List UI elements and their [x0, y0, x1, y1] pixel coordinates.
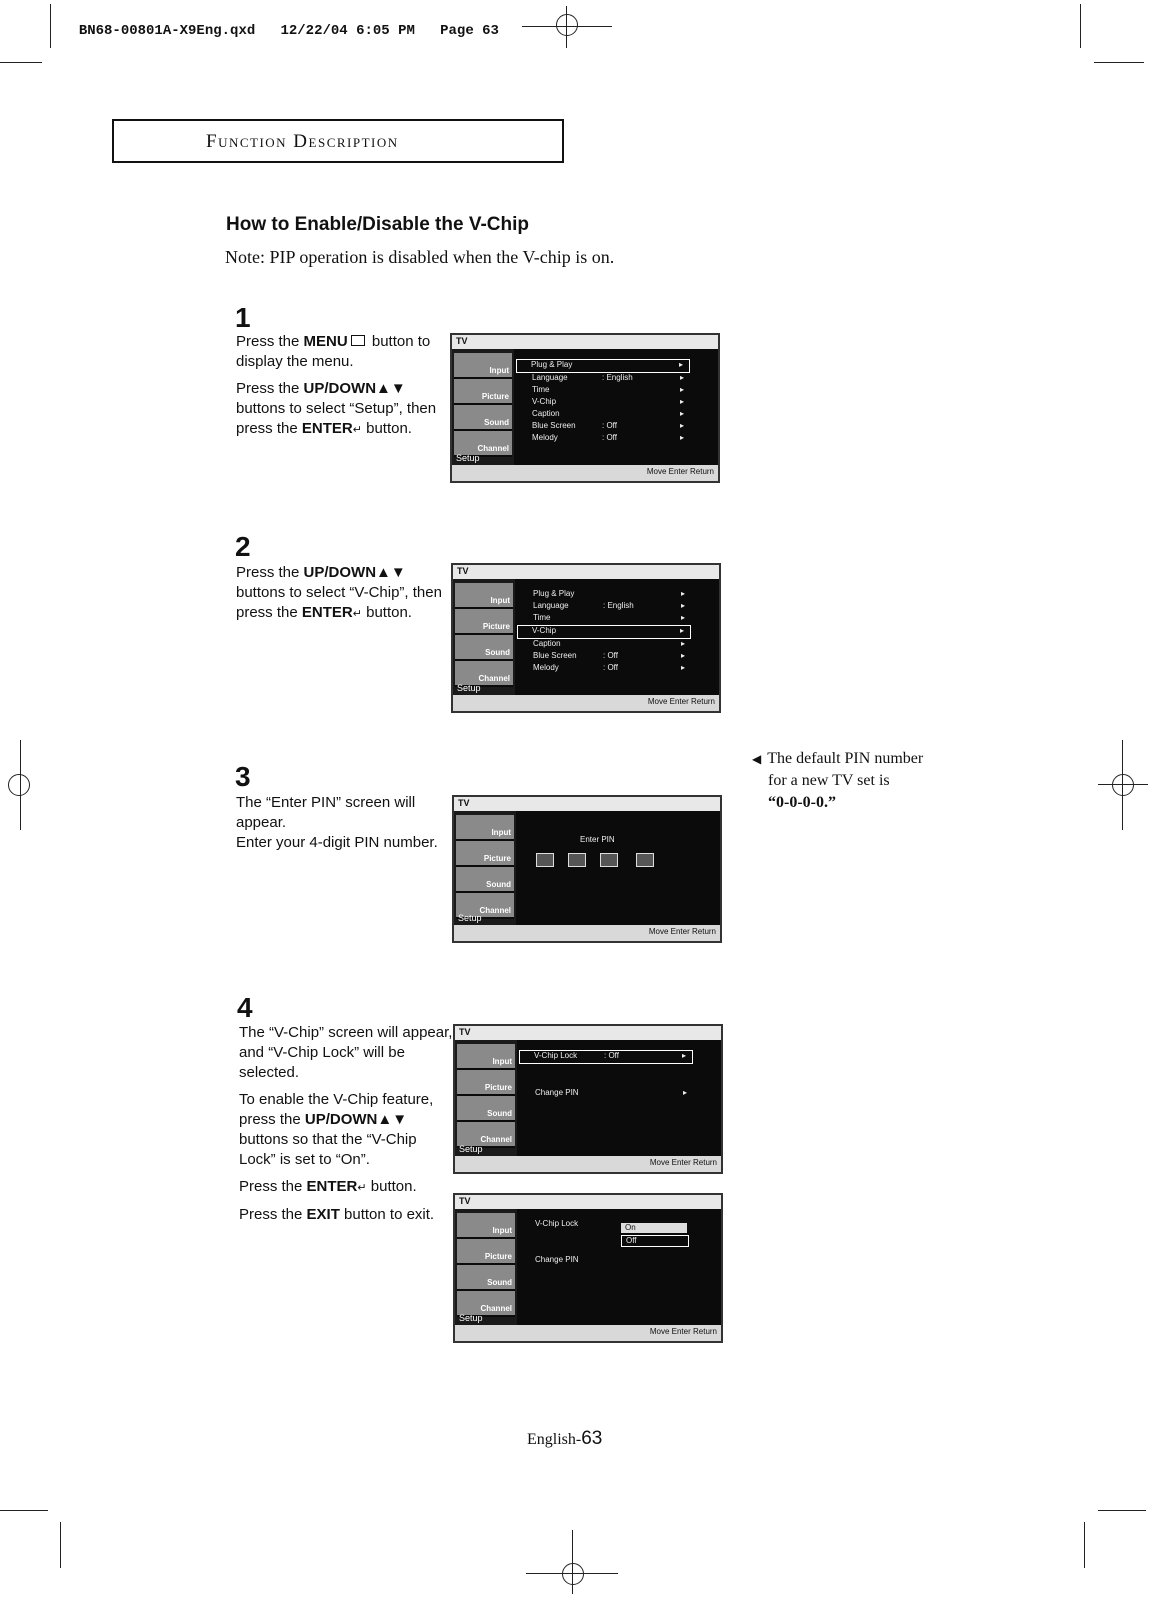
- tv-topbar: TV: [452, 335, 718, 349]
- tv-bottombar: Move Enter Return: [455, 1156, 721, 1172]
- tv-setup-label: Setup: [458, 913, 482, 923]
- menu-item: Blue Screen : Off ▸: [532, 421, 684, 430]
- step-number: 1: [235, 302, 251, 333]
- option-on: On: [621, 1223, 687, 1233]
- tv-sidebar: Input Picture Sound Channel: [455, 1209, 517, 1325]
- print-page-no: 63: [482, 23, 499, 39]
- page-footer: [527, 1428, 602, 1450]
- crop-mark: [1094, 62, 1144, 63]
- tv-bottombar: Move Enter Return: [453, 695, 719, 711]
- print-date: 12/22/04: [280, 23, 348, 39]
- tv-sidebar: Input Picture Sound Channel: [455, 1040, 517, 1156]
- step-4-text: [239, 1023, 454, 1232]
- pin-digit-box: [568, 853, 586, 867]
- enter-icon: ↵: [352, 424, 362, 436]
- step-number: 3: [235, 761, 251, 792]
- tv-menu: [518, 359, 690, 445]
- menu-item: Caption ▸: [532, 409, 684, 418]
- crop-mark: [0, 1510, 48, 1511]
- step-3-para: Enter your 4-digit PIN number.: [236, 834, 438, 851]
- step-3-text: [236, 793, 451, 860]
- tv-sidebar: Input Picture Sound Channel: [452, 349, 514, 465]
- menu-item: Melody : Off ▸: [532, 433, 684, 442]
- crop-mark: [60, 1522, 61, 1568]
- print-file: BN68-00801A-X9Eng.qxd: [78, 23, 256, 39]
- tv-sidebar: Input Picture Sound Channel: [453, 579, 515, 695]
- tv-screen-vchip-select: [451, 563, 721, 713]
- menu-item: V-Chip ▸: [517, 625, 691, 639]
- pin-digit-box: [536, 853, 554, 867]
- menu-item: Language : English ▸: [532, 373, 684, 382]
- tv-topbar: TV: [455, 1195, 721, 1209]
- tv-bottombar: Move Enter Return: [452, 465, 718, 481]
- tv-setup-label: Setup: [457, 683, 481, 693]
- enter-icon: ↵: [352, 608, 362, 620]
- menu-item: Plug & Play ▸: [533, 589, 685, 598]
- tv-topbar: TV: [454, 797, 720, 811]
- menu-item: Time ▸: [533, 613, 685, 622]
- tv-setup-label: Setup: [459, 1313, 483, 1323]
- tv-screen-enter-pin: [452, 795, 722, 943]
- enter-icon: ↵: [357, 1182, 367, 1194]
- menu-item: Change PIN ▸: [535, 1088, 687, 1097]
- menu-item: Plug & Play ▸: [516, 359, 690, 373]
- menu-item: Blue Screen : Off ▸: [533, 651, 685, 660]
- step-2-text: [236, 563, 451, 631]
- tv-topbar: TV: [453, 565, 719, 579]
- step-1-text: [236, 332, 451, 447]
- pin-digit-box: [636, 853, 654, 867]
- step-4-para: The “V-Chip” screen will appear, and “V-Chip Lock” will be selected.: [239, 1024, 453, 1081]
- menu-item: Change PIN: [535, 1255, 579, 1264]
- footer-prefix: English-: [527, 1431, 582, 1448]
- step-3-para: The “Enter PIN” screen will appear.: [236, 794, 416, 831]
- step-number: 2: [235, 531, 251, 562]
- triangle-left-icon: ◀: [752, 752, 762, 766]
- menu-item: Caption ▸: [533, 639, 685, 648]
- menu-item: V-Chip Lock : Off ▸: [519, 1050, 693, 1064]
- step-number: 4: [237, 992, 253, 1023]
- pip-note: Note: PIP operation is disabled when the V-chip is on.: [225, 247, 615, 267]
- crop-mark: [50, 4, 51, 48]
- tv-screen-setup: [450, 333, 720, 483]
- crop-mark: [1080, 4, 1081, 48]
- menu-icon: [351, 335, 365, 346]
- registration-circle: [8, 774, 30, 796]
- registration-circle: [556, 14, 578, 36]
- step-4-para: Press the EXIT button to exit.: [239, 1206, 435, 1223]
- crop-mark: [0, 62, 42, 63]
- crop-mark: [1098, 1510, 1146, 1511]
- tv-sidebar: Input Picture Sound Channel: [454, 811, 516, 925]
- print-page-label: Page: [440, 23, 474, 39]
- tv-setup-label: Setup: [459, 1144, 483, 1154]
- menu-item: Language : English ▸: [533, 601, 685, 610]
- tv-screen-vchip-lock-options: [453, 1193, 723, 1343]
- section-title-box: [112, 119, 564, 163]
- footer-page-number: 63: [581, 1428, 603, 1449]
- menu-item: V-Chip ▸: [532, 397, 684, 406]
- page-heading: How to Enable/Disable the V-Chip: [226, 214, 529, 235]
- menu-item: V-Chip Lock: [535, 1219, 579, 1228]
- tv-screen-vchip: [453, 1024, 723, 1174]
- tv-menu: [519, 589, 691, 675]
- tv-bottombar: Move Enter Return: [455, 1325, 721, 1341]
- tv-topbar: TV: [455, 1026, 721, 1040]
- pin-label: Enter PIN: [580, 835, 615, 844]
- registration-circle: [1112, 774, 1134, 796]
- menu-item: Time ▸: [532, 385, 684, 394]
- step-4-para: To enable the V-Chip feature, press the UP/DOWN▲▼ buttons so that the “V-Chip Lock” is set to “On”.: [239, 1091, 434, 1168]
- default-pin-note: ◀ The default PIN number for a new TV set is “0-0-0-0.”: [752, 750, 924, 811]
- step-2-para: Press the UP/DOWN▲▼ buttons to select “V-Chip”, then press the ENTER↵ button.: [236, 564, 442, 621]
- tv-setup-label: Setup: [456, 453, 480, 463]
- step-1-para: Press the MENU button to display the menu.: [236, 333, 431, 370]
- step-4-para: Press the ENTER↵ button.: [239, 1178, 417, 1195]
- tv-bottombar: Move Enter Return: [454, 925, 720, 941]
- print-time: 6:05 PM: [356, 23, 415, 39]
- crop-mark: [1084, 1522, 1085, 1568]
- registration-circle: [562, 1563, 584, 1585]
- pin-digit-box: [600, 853, 618, 867]
- tv-menu: [521, 1050, 693, 1100]
- print-header: [62, 7, 499, 39]
- menu-item: Melody : Off ▸: [533, 663, 685, 672]
- section-title: Function Description: [206, 131, 399, 152]
- option-off: Off: [621, 1235, 689, 1247]
- step-1-para: Press the UP/DOWN▲▼ buttons to select “Setup”, then press the ENTER↵ button.: [236, 380, 437, 437]
